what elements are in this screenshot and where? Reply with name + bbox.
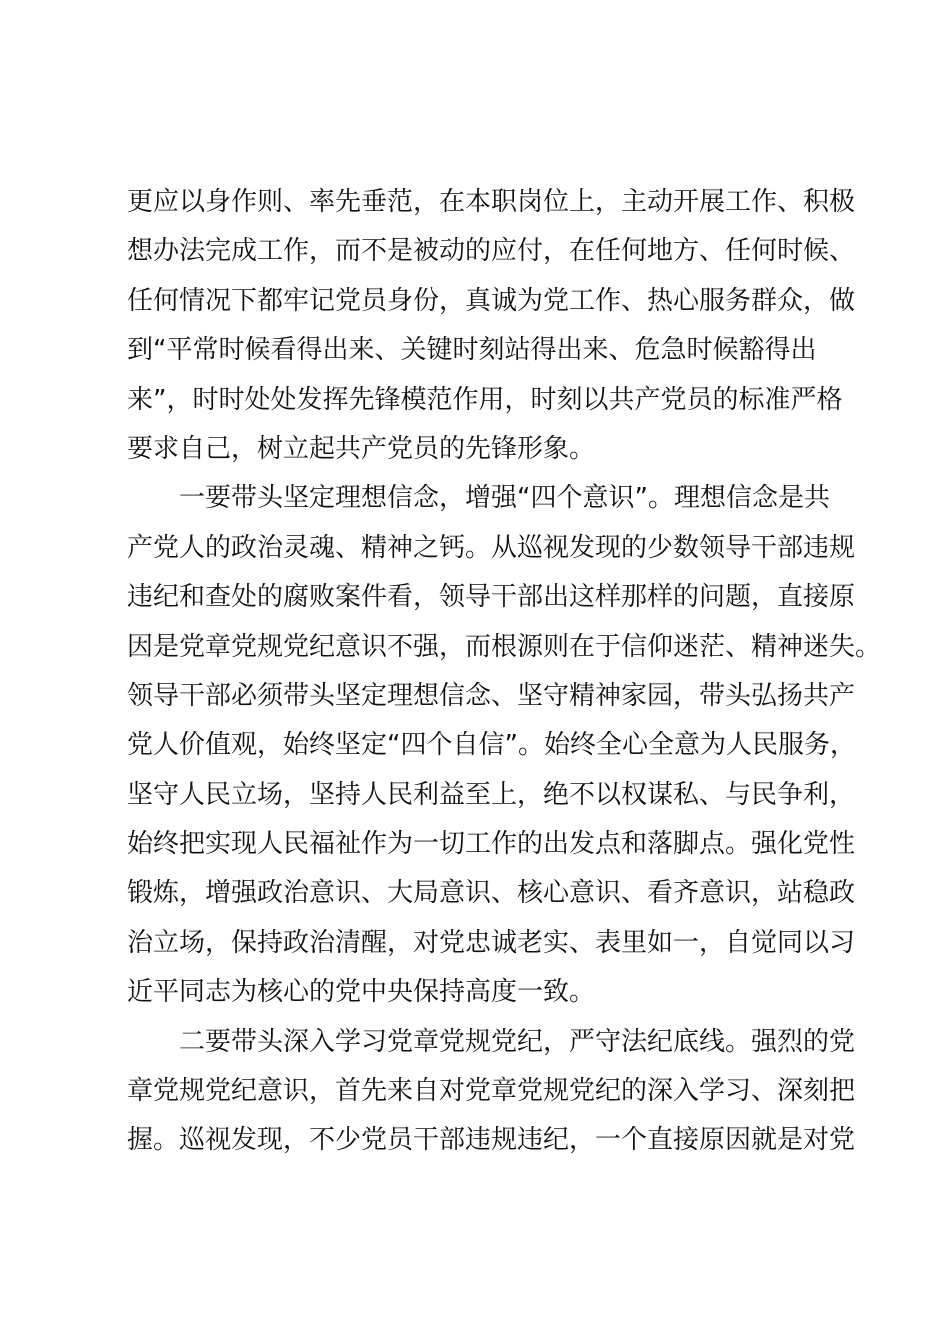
body-text xyxy=(127,178,882,1166)
text-line: 党人价值观，始终坚定“四个自信”。始终全心全意为人民服务， xyxy=(127,730,856,761)
text-line: 来”，时时处处发挥先锋模范作用，时刻以共产党员的标准严格 xyxy=(127,384,843,415)
text-line: 一要带头坚定理想信念，增强“四个意识”。理想信念是共 xyxy=(127,483,830,514)
text-line: 章党规党纪意识，首先来自对党章党规党纪的深入学习、深刻把 xyxy=(127,1076,856,1107)
text-line: 更应以身作则、率先垂范，在本职岗位上，主动开展工作、积极 xyxy=(127,187,856,217)
text-line: 锻炼，增强政治意识、大局意识、核心意识、看齐意识，站稳政 xyxy=(127,878,856,909)
text-line: 违纪和查处的腐败案件看，领导干部出这样那样的问题，直接原 xyxy=(127,582,856,613)
text-line: 坚守人民立场，坚持人民利益至上，绝不以权谋私、与民争利， xyxy=(127,779,856,810)
text-line: 到“平常时候看得出来、关键时刻站得出来、危急时候豁得出 xyxy=(127,335,817,366)
text-line: 治立场，保持政治清醒，对党忠诚老实、表里如一，自觉同以习 xyxy=(127,927,856,958)
text-line: 要求自己，树立起共产党员的先锋形象。 xyxy=(127,433,596,464)
text-line: 任何情况下都牢记党员身份，真诚为党工作、热心服务群众，做 xyxy=(127,285,856,316)
text-line: 领导干部必须带头坚定理想信念、坚守精神家园，带头弘扬共产 xyxy=(127,680,856,711)
text-line: 握。巡视发现，不少党员干部违规违纪，一个直接原因就是对党 xyxy=(127,1125,856,1156)
text-line: 近平同志为核心的党中央保持高度一致。 xyxy=(127,977,596,1008)
text-line: 产党人的政治灵魂、精神之钙。从巡视发现的少数领导干部违规 xyxy=(127,532,856,563)
text-line: 想办法完成工作，而不是被动的应付，在任何地方、任何时候、 xyxy=(127,236,856,267)
text-line: 因是党章党规党纪意识不强，而根源则在于信仰迷茫、精神迷失。 xyxy=(127,631,882,662)
text-line: 始终把实现人民福祉作为一切工作的出发点和落脚点。强化党性 xyxy=(127,829,856,860)
text-line: 二要带头深入学习党章党规党纪，严守法纪底线。强烈的党 xyxy=(127,1026,856,1057)
